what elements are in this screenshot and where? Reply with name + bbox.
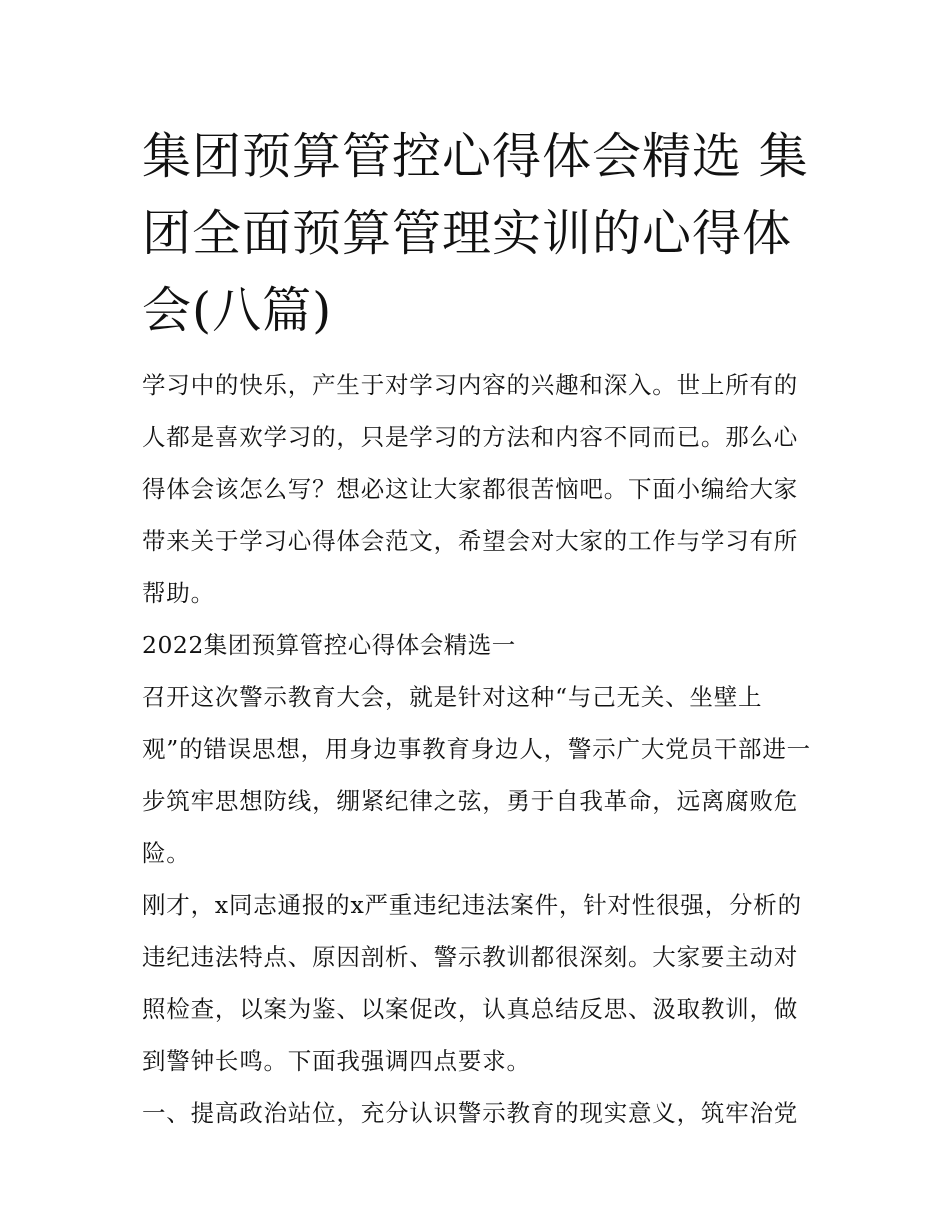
body-paragraph-2: 刚才，x同志通报的x严重违纪违法案件，针对性很强，分析的违纪违法特点、原因剖析、警示教训都很深刻。大家要主动对照检查，以案为鉴、以案促改，认真总结反思、汲取教训，做到警钟长鸣。下面我强调四点要求。 — [142, 891, 802, 1075]
section-heading: 2022集团预算管控心得体会精选一 — [142, 631, 516, 659]
body-paragraph-1: 召开这次警示教育大会，就是针对这种“与己无关、坐壁上观”的错误思想，用身边事教育身边人，警示广大党员干部进一步筑牢思想防线，绷紧纪律之弦，勇于自我革命，远离腐败危险。 — [142, 683, 811, 867]
intro-paragraph: 学习中的快乐，产生于对学习内容的兴趣和深入。世上所有的人都是喜欢学习的，只是学习的方法和内容不同而已。那么心得体会该怎么写？想必这让大家都很苦恼吧。下面小编给大家带来关于学习心得体会范文，希望会对大家的工作与学习有所帮助。 — [142, 371, 799, 607]
body-paragraph-3: 一、提高政治站位，充分认识警示教育的现实意义，筑牢治党 — [142, 1099, 799, 1127]
document-title: 集团预算管控心得体会精选 集团全面预算管理实训的心得体会(八篇) — [142, 128, 809, 339]
document-body — [142, 118, 812, 1139]
